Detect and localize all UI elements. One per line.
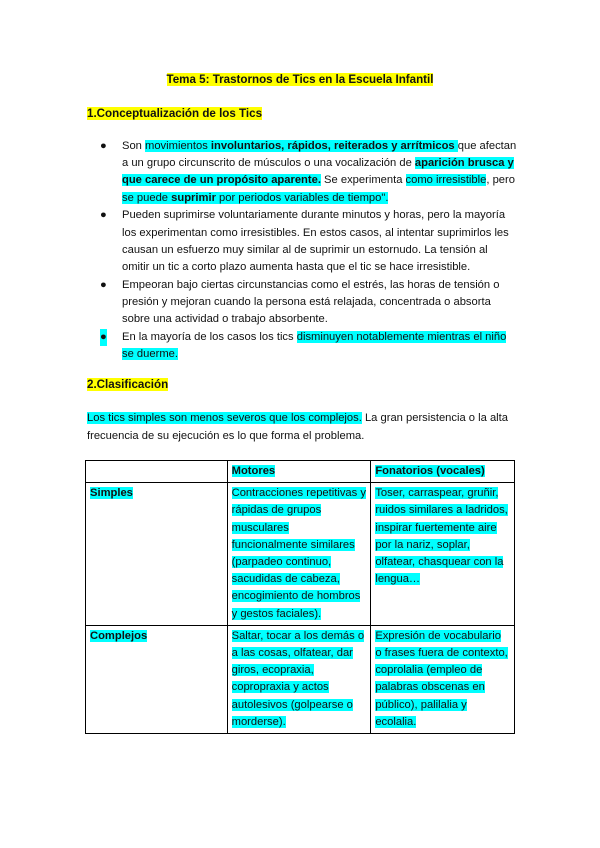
bullet-text-segment: aparición brusca y que carece de un propósito aparente. bbox=[122, 157, 514, 187]
bullet-dot-icon: ● bbox=[100, 140, 107, 152]
section1-heading: 1.Conceptualización de los Tics bbox=[87, 107, 263, 120]
bullet-text-segment: , pero bbox=[486, 174, 515, 187]
list-item bbox=[100, 138, 518, 207]
table-row bbox=[86, 625, 515, 733]
bullet-text-segment: Son bbox=[122, 140, 146, 152]
document-title: Tema 5: Trastornos de Tics en la Escuela Infantil bbox=[166, 73, 434, 86]
bullet-text-segment: suprimir bbox=[171, 191, 216, 204]
list-item bbox=[100, 207, 518, 276]
cell-complejos-motores: Saltar, tocar a los demás o a las cosas, olfatear, dar giros, ecopraxia, copropraxia y actos autolesivos (golpearse o morderse). bbox=[227, 625, 371, 733]
bullet-text-segment: Se experimenta bbox=[320, 174, 406, 187]
tics-bullet-list bbox=[100, 138, 518, 364]
bullet-text-segment: por periodos variables de tiempo". bbox=[215, 191, 389, 204]
bullet-text-segment: movimientos bbox=[145, 140, 211, 152]
bullet-dot-icon: ● bbox=[100, 209, 107, 222]
bullet-dot-icon: ● bbox=[100, 278, 107, 291]
table-row bbox=[86, 483, 515, 626]
bullet-text-segment: Empeoran bajo ciertas circunstancias como el estrés, las horas de tensión o presión y mejoran cuando la persona está relajada, concentrada o absorta sobre una actividad o trabajo absorbente. bbox=[122, 278, 500, 326]
table-header-row bbox=[86, 461, 515, 483]
classification-intro: Los tics simples son menos severos que los complejos. La gran persistencia o la alta frecuencia de su ejecución es lo que forma el problema. bbox=[87, 412, 508, 442]
section2-heading: 2.Clasificación bbox=[87, 378, 169, 391]
table-header-motores: Motores bbox=[227, 461, 371, 483]
bullet-text-segment: se puede bbox=[122, 191, 172, 204]
bullet-text-segment: Pueden suprimirse voluntariamente durante minutos y horas, pero la mayoría los experimentan como irresistibles. En estos casos, al intentar suprimirlos les causan un esfuerzo muy similar al de suprimir un estornudo. La tensión al omitir un tic a corto plazo aumenta hasta que el tic se hace irresistible. bbox=[122, 209, 509, 273]
bullet-text-segment: involuntarios, rápidos, reiterados y arrítmicos bbox=[210, 140, 458, 152]
cell-simples-motores: Contracciones repetitivas y rápidas de grupos musculares funcionalmente similares (parpadeo continuo, sacudidas de cabeza, encogimiento de hombros y gestos faciales). bbox=[227, 483, 371, 626]
bullet-text-segment: que afectan a un grupo circunscrito de músculos o una vocalización de bbox=[122, 140, 517, 170]
cell-complejos-fonatorios: Expresión de vocabulario o frases fuera de contexto, coprolalia (empleo de palabras obscenas en público), palilalia y ecolalia. bbox=[371, 625, 515, 733]
table-header-empty bbox=[86, 461, 228, 483]
list-item bbox=[100, 329, 518, 363]
bullet-text-segment: como irresistible bbox=[405, 174, 487, 187]
list-item bbox=[100, 277, 518, 329]
bullet-text-segment: En la mayoría de los casos los tics bbox=[122, 330, 297, 343]
row-label-complejos: Complejos bbox=[86, 625, 228, 733]
bullet-text-segment: disminuyen notablemente mientras el niño se duerme. bbox=[122, 330, 507, 360]
cell-simples-fonatorios: Toser, carraspear, gruñir, ruidos similares a ladridos, inspirar fuertemente aire por la nariz, soplar, olfatear, chasquear con la lengua… bbox=[371, 483, 515, 626]
bullet-dot-icon: ● bbox=[100, 329, 107, 346]
table-header-fonatorios: Fonatorios (vocales) bbox=[371, 461, 515, 483]
row-label-simples: Simples bbox=[86, 483, 228, 626]
tics-classification-table bbox=[85, 460, 515, 734]
